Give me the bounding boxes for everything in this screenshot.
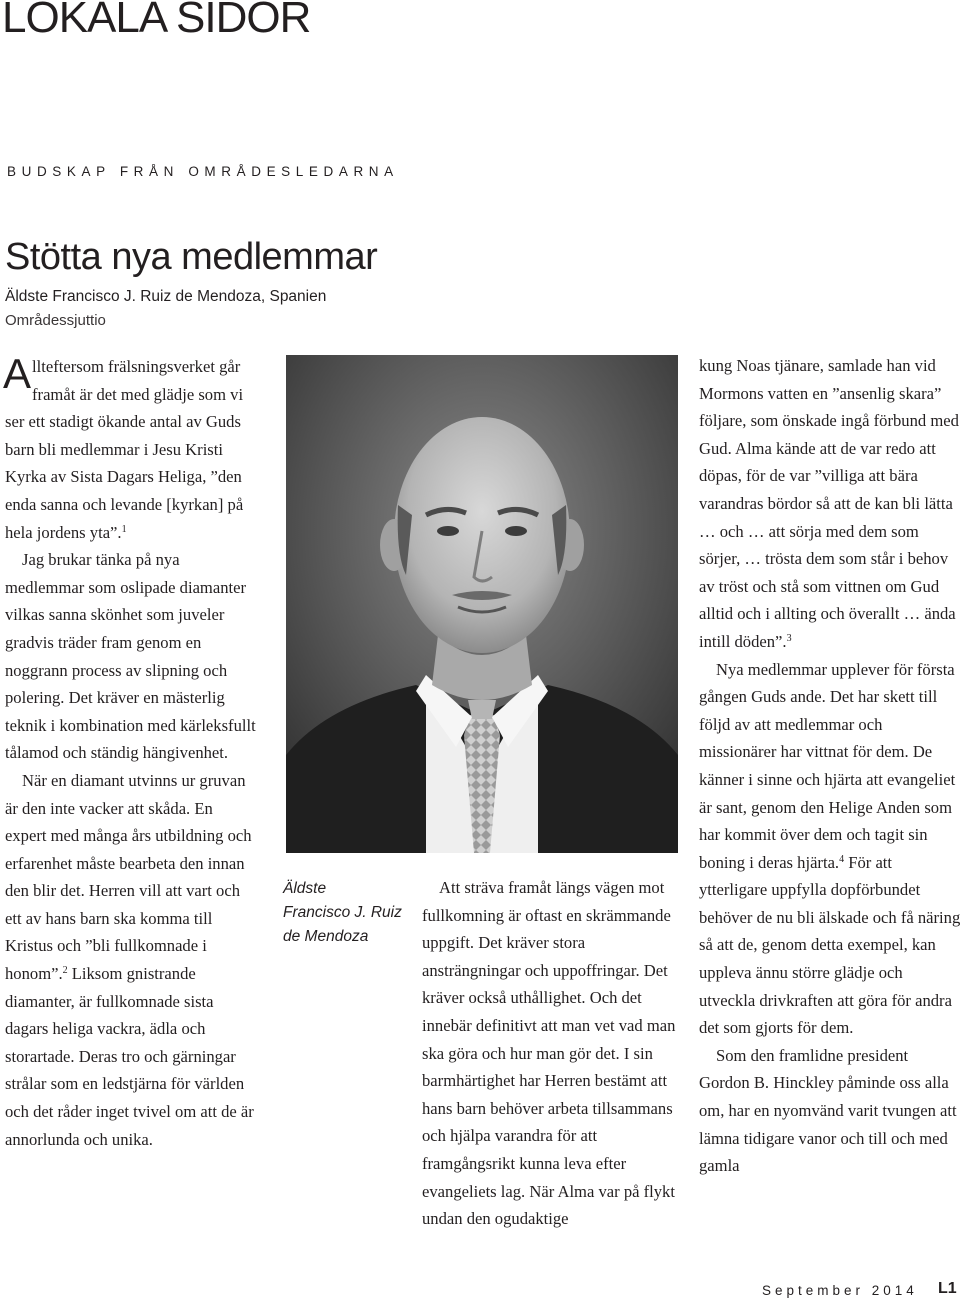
paragraph-6-text-a: Nya medlemmar upplever för första gången Guds ande. Det har skett till följd av att medlemmar och missionärer har vittnat för dem. De känner i sinne och hjärta att evangeliet är sant, genom den Helige Anden som har kommit över dem och tagit sin boning i deras hjärta. [699,659,956,872]
footnote-ref-4: 4 [839,853,845,865]
masthead: LOKALA SIDOR [2,0,311,42]
caption-line: de Mendoza [283,928,369,945]
photo-caption [283,877,413,949]
page-number: L1 [938,1280,957,1297]
article-title: Stötta nya medlemmar [5,236,378,278]
caption-line: Francisco J. Ruiz [283,904,402,921]
paragraph-3-text-b: Liksom gnistrande diamanter, är fullkomnade sista dagars heliga vackra, ädla och storartade. Deras tro och gärningar strålar som en ledstjärna för världen och det råder inget tvivel om att de är annorlunda och unika. [5,964,254,1149]
column-1 [3,350,257,1153]
column-3 [422,874,684,1233]
paragraph-5-text: kung Noas tjänare, samlade han vid Mormons vatten en ”ansenlig skara” följare, som önskade ingå förbund med Gud. Alma kände att de var redo att döpas, för de var ”villiga att bära varandras bördor så att de kan bli lätta … och … att sörja med dem som sörjer, … trösta dem som står i behov av tröst och stå som vittnen om Gud alltid och i allting och överallt … ända intill döden”. [699,356,959,651]
caption-line: Äldste [283,880,327,897]
paragraph-3-text-a: När en diamant utvinns ur gruvan är den inte vacker att skåda. En expert med många års utbildning och erfarenhet måste bearbeta den innan den blir det. Herren vill att vart och ett av hans barn ska komma till Kristus och ”bli fullkomnade i honom”. [5,770,252,984]
footnote-ref-2: 2 [62,965,68,977]
footnote-ref-1: 1 [121,523,127,535]
paragraph-2: Jag brukar tänka på nya medlemmar som oslipade diamanter vilkas sanna skönhet som juveler gradvis träder fram genom en noggrann process av slipning och polering. Det kräver en mästerlig teknik i kombination med kärleksfullt tålamod och ständig hängivenhet. [5,550,256,763]
column-4 [699,352,960,1180]
paragraph-6-text-b: För att ytterligare uppfylla dopförbundet behöver de nu bli älskade och få näring så att de, genom detta exempel, kan uppleva ännu större glädje och utveckla drivkraften att göra för andra det som gjorts för dem. [699,852,960,1038]
paragraph-1-text: llteftersom frälsningsverket går framåt är det med glädje som vi ser ett stadigt ökande antal av Guds barn bli medlemmar i Jesu Kristi Kyrka av Sista Dagars Heliga, ”den enda sanna och levande [kyrkan] på hela jordens yta”. [5,357,244,542]
section-label: BUDSKAP FRÅN OMRÅDESLEDARNA [7,164,399,179]
byline: Äldste Francisco J. Ruiz de Mendoza, Spanien [5,288,327,305]
drop-cap: A [3,350,32,397]
paragraph-5 [699,352,960,656]
portrait-illustration [286,355,678,853]
portrait-photo [286,355,678,853]
paragraph-1 [3,350,257,546]
paragraph-7: Som den framlidne president Gordon B. Hinckley påminde oss alla om, har en nyomvänd varit tvungen att lämna tidigare vanor och till och med gamla [699,1045,957,1176]
paragraph-4: Att sträva framåt längs vägen mot fullkomning är oftast en skrämmande uppgift. Det kräver stora ansträngningar och uppoffringar. Det kräver också uthållighet. Och det innebär definitivt att man vet vad man ska göra och hur man gör det. I sin barmhärtighet har Herren bestämt att hans barn behöver arbeta tillsammans och hjälpa varandra för att framgångsrikt kunna leva efter evangeliets lag. När Alma var på flykt undan den ogudaktige [422,878,676,1229]
footnote-ref-3: 3 [786,632,792,644]
author-role: Områdessjuttio [5,312,106,329]
paragraph-6 [699,656,960,1042]
paragraph-3 [5,767,257,1153]
footer-date: September 2014 [762,1283,918,1298]
